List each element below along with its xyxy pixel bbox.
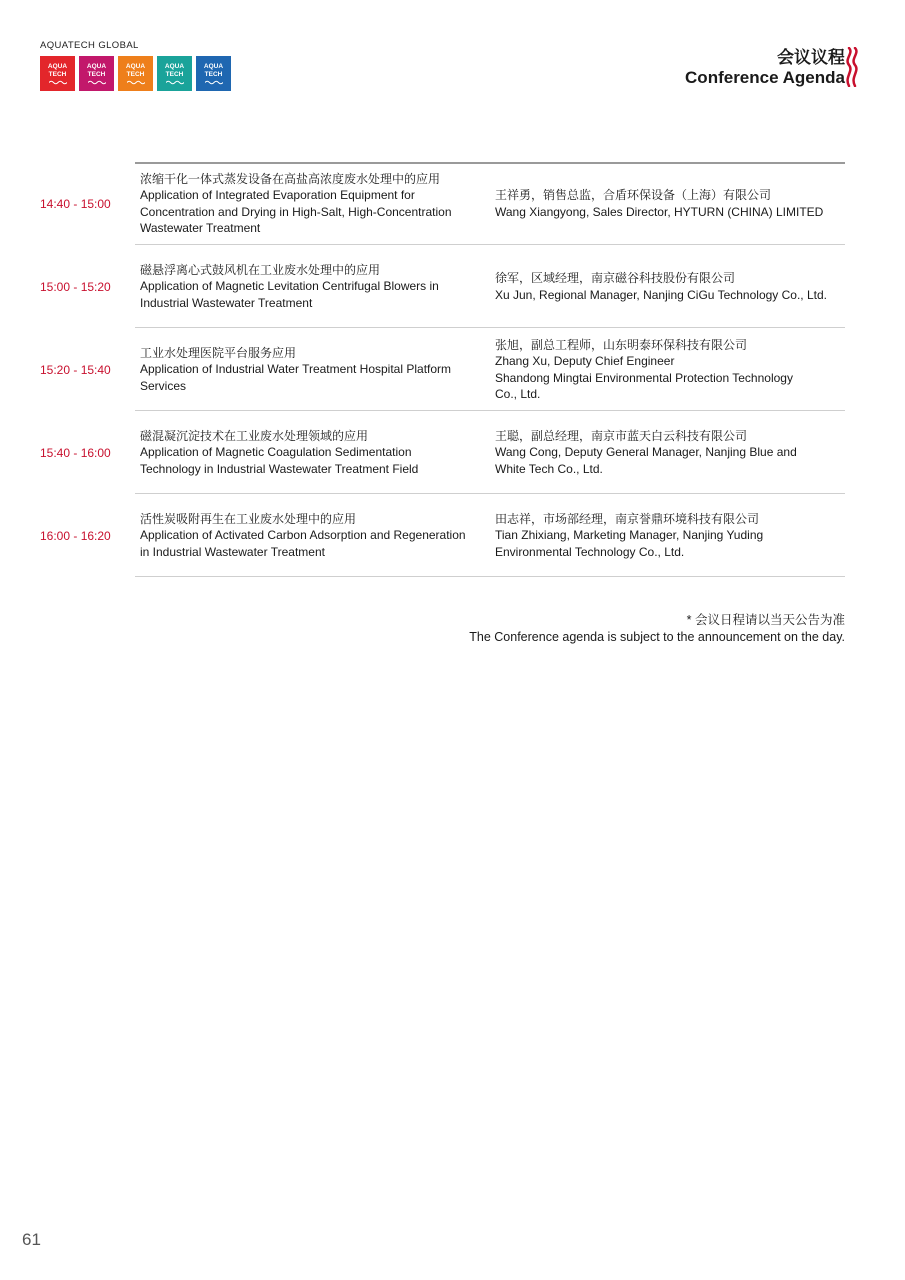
speaker-en-line: Shandong Mingtai Environmental Protection Technology <box>495 370 793 385</box>
logo-line1: AQUA <box>125 62 146 70</box>
topic-zh: 工业水处理医院平台服务应用 <box>140 345 297 360</box>
brand-block <box>40 40 231 91</box>
agenda-time: 14:40 - 15:00 <box>40 196 111 211</box>
speaker-en-line: Zhang Xu, Deputy Chief Engineer <box>495 354 675 368</box>
topic-zh: 活性炭吸附再生在工业废水处理中的应用 <box>140 511 357 526</box>
logo-line2: TECH <box>48 70 67 78</box>
brand-logos <box>40 56 231 91</box>
agenda-topic <box>140 411 492 494</box>
speaker-en-line: Tian Zhixiang, Marketing Manager, Nanjing Yuding <box>495 528 764 543</box>
wave-icon <box>166 80 184 85</box>
agenda-topic <box>140 328 492 411</box>
topic-zh: 浓缩干化一体式蒸发设备在高盐高浓度废水处理中的应用 <box>140 171 441 186</box>
wave-icon <box>127 80 145 85</box>
agenda-time: 16:00 - 16:20 <box>40 528 111 543</box>
topic-en-line: Wastewater Treatment <box>140 221 261 235</box>
agenda-row <box>40 162 845 245</box>
agenda-row <box>40 411 845 494</box>
agenda-speaker <box>495 411 845 494</box>
header-title-en: Conference Agenda <box>685 68 845 87</box>
agenda-row <box>40 328 845 411</box>
agenda-topic <box>140 494 492 577</box>
speaker-en-line: Wang Cong, Deputy General Manager, Nanjing Blue and <box>495 445 797 460</box>
page-header <box>685 48 845 88</box>
row-divider <box>135 576 845 577</box>
agenda-note-en: The Conference agenda is subject to the announcement on the day. <box>469 630 845 644</box>
topic-zh: 磁混凝沉淀技术在工业废水处理领域的应用 <box>140 428 369 443</box>
topic-en-line: Application of Magnetic Levitation Centrifugal Blowers in <box>140 279 439 294</box>
aquatech-logo-tile <box>118 56 153 91</box>
agenda-table <box>40 162 845 577</box>
speaker-zh: 田志祥，市场部经理，南京誉鼎环境科技有限公司 <box>495 511 760 526</box>
agenda-row <box>40 245 845 328</box>
topic-en-line: Application of Activated Carbon Adsorption and Regeneration <box>140 528 466 543</box>
logo-line2: TECH <box>165 70 184 78</box>
topic-zh: 磁悬浮离心式鼓风机在工业废水处理中的应用 <box>140 262 381 277</box>
agenda-speaker <box>495 245 845 328</box>
header-accent-icon <box>845 47 859 87</box>
logo-line1: AQUA <box>164 62 185 70</box>
speaker-zh: 王聪，副总经理，南京市蓝天白云科技有限公司 <box>495 428 748 443</box>
logo-line2: TECH <box>126 70 145 78</box>
header-title-zh: 会议议程 <box>777 48 845 67</box>
topic-en-line: Application of Magnetic Coagulation Sedimentation <box>140 445 412 460</box>
speaker-zh: 王祥勇，销售总监，合盾环保设备（上海）有限公司 <box>495 188 772 202</box>
speaker-en-line: Xu Jun, Regional Manager, Nanjing CiGu Technology Co., Ltd. <box>495 287 827 302</box>
speaker-en-line: Co., Ltd. <box>495 387 541 401</box>
agenda-row <box>40 494 845 577</box>
logo-line1: AQUA <box>47 62 68 70</box>
topic-en-line: Services <box>140 378 187 393</box>
speaker-en-line: White Tech Co., Ltd. <box>495 461 603 476</box>
topic-en-line: Application of Integrated Evaporation Equipment for <box>140 188 415 202</box>
logo-line1: AQUA <box>203 62 224 70</box>
agenda-time: 15:00 - 15:20 <box>40 279 111 294</box>
topic-en-line: in Industrial Wastewater Treatment <box>140 544 325 559</box>
wave-icon <box>205 80 223 85</box>
topic-en-line: Technology in Industrial Wastewater Treatment Field <box>140 461 419 476</box>
agenda-time: 15:40 - 16:00 <box>40 445 111 460</box>
agenda-note <box>469 612 845 646</box>
wave-icon <box>49 80 67 85</box>
aquatech-logo-tile <box>157 56 192 91</box>
topic-en-line: Concentration and Drying in High-Salt, High-Concentration <box>140 204 452 219</box>
agenda-speaker <box>495 328 845 411</box>
aquatech-logo-tile <box>79 56 114 91</box>
speaker-zh: 张旭，副总工程师，山东明泰环保科技有限公司 <box>495 337 748 352</box>
agenda-note-zh: * 会议日程请以当天公告为准 <box>686 613 845 627</box>
speaker-en-line: Environmental Technology Co., Ltd. <box>495 544 685 559</box>
agenda-topic <box>140 245 492 328</box>
agenda-time: 15:20 - 15:40 <box>40 362 111 377</box>
agenda-topic <box>140 162 492 245</box>
agenda-speaker <box>495 162 845 245</box>
logo-line2: TECH <box>87 70 106 78</box>
wave-icon <box>88 80 106 85</box>
page-number: 61 <box>22 1230 41 1249</box>
logo-line2: TECH <box>204 70 223 78</box>
logo-line1: AQUA <box>86 62 107 70</box>
speaker-en-line: Wang Xiangyong, Sales Director, HYTURN (CHINA) LIMITED <box>495 204 824 219</box>
topic-en-line: Industrial Wastewater Treatment <box>140 295 313 310</box>
agenda-speaker <box>495 494 845 577</box>
brand-name: AQUATECH GLOBAL <box>40 40 139 51</box>
aquatech-logo-tile <box>40 56 75 91</box>
topic-en-line: Application of Industrial Water Treatment Hospital Platform <box>140 362 452 377</box>
aquatech-logo-tile <box>196 56 231 91</box>
speaker-zh: 徐军，区域经理，南京磁谷科技股份有限公司 <box>495 271 736 285</box>
